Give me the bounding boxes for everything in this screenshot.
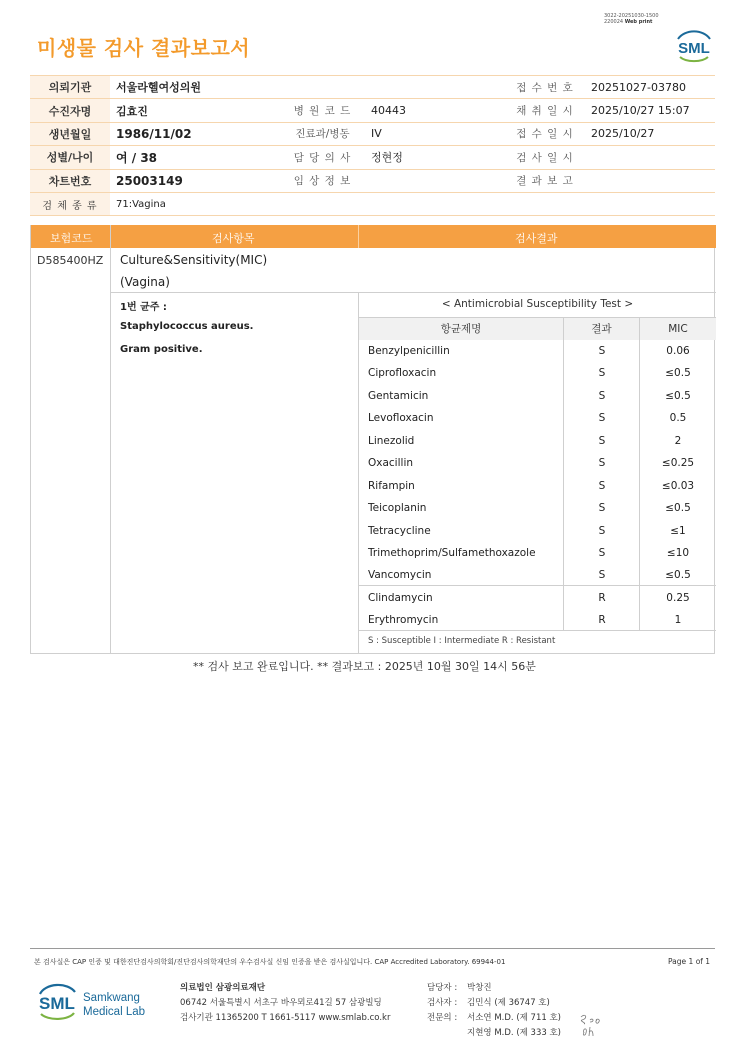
drug-mic: ≤1 (670, 525, 686, 537)
drug-name: Linezolid (368, 435, 415, 447)
staff-value: 박창진 (467, 983, 492, 993)
info-label: 의뢰기관 (30, 76, 110, 99)
drug-mic: 0.25 (666, 592, 690, 604)
document-code-line2: 220024 (604, 19, 624, 25)
info-label: 결 과 보 고 (505, 169, 585, 192)
ast-row (359, 542, 716, 565)
footer-divider (30, 948, 715, 949)
info-label: 성별/나이 (30, 146, 110, 169)
drug-mic: 1 (674, 614, 682, 626)
drug-mic: ≤10 (666, 547, 690, 559)
drug-mic: ≤0.5 (665, 367, 691, 379)
lab-address: 06742 서울특별시 서초구 바우뫼로41길 57 삼광빌딩 (180, 998, 382, 1008)
collection-datetime: 2025/10/27 15:07 (585, 99, 715, 122)
requesting-institution: 서울라헬여성의원 (110, 76, 505, 99)
clinical-info (365, 169, 505, 192)
samkwang-logo-mark: SML (39, 994, 75, 1013)
drug-name: Benzylpenicillin (368, 345, 450, 357)
info-row (30, 146, 715, 169)
info-label: 채 취 일 시 (505, 99, 585, 122)
patient-info-table (30, 75, 715, 216)
ast-row (359, 340, 716, 363)
result-legend: S : Susceptible I : Intermediate R : Resistant (368, 636, 556, 646)
sml-logo-text: SML (678, 40, 710, 57)
drug-mic: ≤0.03 (661, 480, 695, 492)
drug-result: S (598, 412, 606, 424)
accreditation-note: 본 검사실은 CAP 인증 및 대한진단검사의학회/진단검사의학재단의 우수검사실 신임 인증을 받은 검사실입니다. CAP Accredited Laboratory. 69944-01 (34, 958, 506, 966)
drug-name: Erythromycin (368, 614, 439, 626)
drug-result: S (598, 345, 606, 357)
info-label: 수진자명 (30, 99, 110, 122)
gram-stain: Gram positive. (120, 344, 203, 355)
drug-name: Gentamicin (368, 390, 429, 402)
ast-row (359, 587, 716, 610)
test-date (585, 146, 715, 169)
drug-result: S (598, 390, 606, 402)
ast-col-drug: 항균제명 (359, 318, 563, 340)
ast-row (359, 564, 716, 587)
organism-name: Staphylococcus aureus. (120, 321, 254, 332)
drug-mic: ≤0.5 (665, 502, 691, 514)
report-date (585, 169, 715, 192)
info-label: 검 사 일 시 (505, 146, 585, 169)
drug-name: Levofloxacin (368, 412, 434, 424)
info-row (30, 192, 715, 215)
page-number: Page 1 of 1 (668, 957, 711, 966)
staff-value: 지현영 M.D. (제 333 호) (467, 1028, 562, 1038)
receipt-date: 2025/10/27 (585, 122, 715, 145)
insurance-code: D585400HZ (37, 254, 104, 267)
drug-result: S (598, 435, 606, 447)
sml-logo (672, 26, 716, 66)
ast-col-mic: MIC (640, 318, 716, 340)
ast-title: < Antimicrobial Susceptibility Test > (441, 298, 634, 310)
ast-col-result: 결과 (564, 318, 639, 340)
info-label: 병 원 코 드 (280, 99, 365, 122)
sex-age: 여 / 38 (110, 146, 280, 169)
ast-row (359, 475, 716, 498)
lab-contact: 검사기관 11365200 T 1661-5117 www.smlab.co.kr (180, 1013, 391, 1023)
staff-label: 검사자 : (427, 998, 458, 1008)
drug-result: S (598, 525, 606, 537)
ast-row (359, 452, 716, 475)
drug-mic: ≤0.5 (665, 390, 691, 402)
organism-label: 1번 균주 : (120, 302, 167, 313)
patient-name: 김효진 (110, 99, 280, 122)
hospital-code: 40443 (365, 99, 505, 122)
drug-result: R (598, 592, 606, 604)
info-label: 담 당 의 사 (280, 146, 365, 169)
department: IV (365, 122, 505, 145)
staff-value: 김민식 (제 36747 호) (467, 998, 550, 1008)
attending-physician: 정현정 (365, 146, 505, 169)
test-specimen: (Vagina) (120, 275, 170, 289)
staff-value: 서소연 M.D. (제 711 호) (467, 1013, 562, 1023)
info-row (30, 76, 715, 99)
lab-org-name: 의료법인 삼광의료재단 (180, 983, 266, 993)
drug-mic: ≤0.5 (665, 569, 691, 581)
drug-mic: 0.5 (669, 412, 687, 424)
info-row (30, 99, 715, 122)
samkwang-logo-line1: Samkwang (83, 992, 140, 1004)
document-code (604, 13, 659, 25)
drug-result: S (598, 569, 606, 581)
results-table (30, 225, 715, 654)
drug-result: S (598, 367, 606, 379)
test-name: Culture&Sensitivity(MIC) (120, 253, 268, 267)
ast-row (359, 609, 716, 632)
drug-mic: 0.06 (666, 345, 690, 357)
drug-name: Teicoplanin (368, 502, 427, 514)
info-row (30, 169, 715, 192)
info-label: 임 상 정 보 (280, 169, 365, 192)
drug-name: Ciprofloxacin (368, 367, 437, 379)
drug-result: S (598, 457, 606, 469)
samkwang-logo (37, 980, 157, 1024)
info-label: 차트번호 (30, 169, 110, 192)
web-print-label: Web print (624, 19, 653, 25)
accession-number: 20251027-03780 (585, 76, 715, 99)
lab-address-block (180, 981, 390, 1026)
drug-name: Oxacillin (368, 457, 414, 469)
header-insurance-code: 보험코드 (50, 232, 93, 245)
info-label: 생년월일 (30, 122, 110, 145)
info-label: 접 수 일 시 (505, 122, 585, 145)
drug-name: Trimethoprim/Sulfamethoxazole (368, 547, 536, 559)
drug-name: Clindamycin (368, 592, 433, 604)
results-header (31, 225, 716, 248)
ast-row (359, 362, 716, 385)
chart-number: 25003149 (110, 169, 280, 192)
report-completion: ** 검사 보고 완료입니다. ** 결과보고 : 2025년 10월 30일 14시 56분 (193, 660, 536, 673)
specimen-type: 71:Vagina (110, 192, 715, 215)
drug-mic: 2 (674, 435, 682, 447)
drug-mic: ≤0.25 (661, 457, 695, 469)
info-row (30, 122, 715, 145)
drug-name: Rifampin (368, 480, 415, 492)
page-title: 미생물 검사 결과보고서 (37, 36, 251, 60)
info-label: 진료과/병동 (280, 122, 365, 145)
staff-label: 담당자 : (427, 983, 458, 993)
drug-name: Tetracycline (368, 525, 431, 537)
drug-name: Vancomycin (368, 569, 432, 581)
samkwang-logo-line2: Medical Lab (83, 1006, 146, 1018)
info-label: 검 체 종 류 (30, 192, 110, 215)
info-label: 접 수 번 호 (505, 76, 585, 99)
birth-date: 1986/11/02 (110, 122, 280, 145)
ast-row (359, 430, 716, 453)
staff-block (427, 981, 561, 1041)
header-test-item: 검사항목 (212, 232, 255, 245)
drug-result: S (598, 547, 606, 559)
ast-row (359, 407, 716, 430)
drug-result: R (598, 614, 606, 626)
ast-row (359, 497, 716, 520)
ast-row (359, 520, 716, 543)
staff-label: 전문의 : (427, 1013, 458, 1023)
ast-row (359, 385, 716, 408)
header-test-result: 검사결과 (515, 232, 558, 245)
document-code-line1: 3022-20251030-1500 (604, 13, 659, 19)
signature-image (578, 1011, 608, 1039)
drug-result: S (598, 502, 606, 514)
drug-result: S (598, 480, 606, 492)
